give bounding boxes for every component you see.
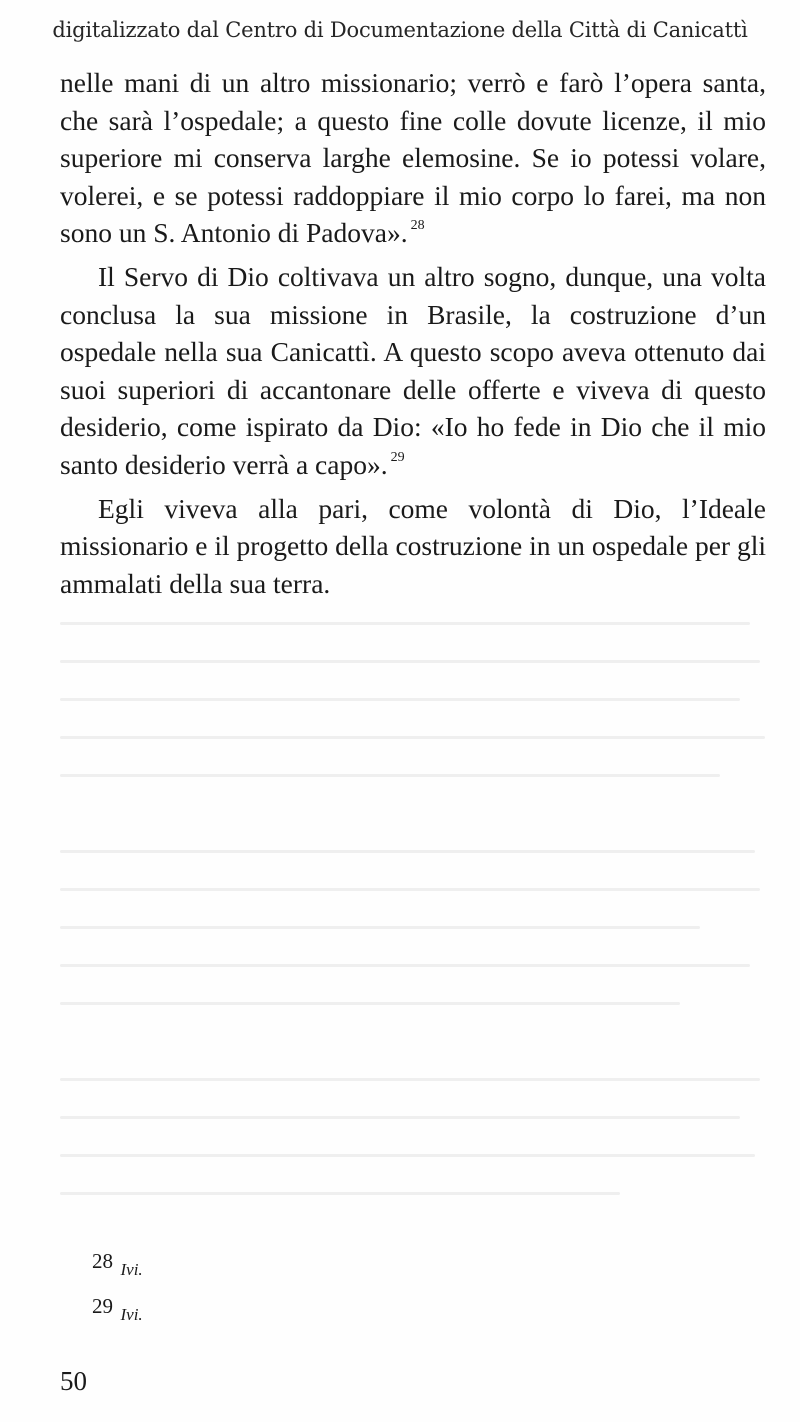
- footnote-29: [92, 1293, 692, 1338]
- footnotes: [92, 1248, 692, 1338]
- paragraph-2-text: Il Servo di Dio coltivava un altro sogno, dunque, una volta conclusa la sua missione in Brasile, la costruzione d’un ospedale nella sua Canicattì. A questo scopo aveva ottenuto dai suoi superiori di accantonare delle offerte e viveva di questo desiderio, come ispirato da Dio: «Io ho fede in Dio che il mio santo desiderio verrà a capo».: [60, 260, 766, 480]
- paragraph-3: [60, 490, 766, 603]
- footnote-ref-29: 29: [390, 449, 405, 465]
- paragraph-1: [60, 64, 766, 258]
- paragraph-2: [60, 258, 766, 490]
- footnote-ref-28: 28: [410, 218, 425, 234]
- paragraph-1-text: nelle mani di un altro missionario; verrò e farò l’opera santa, che sarà l’ospedale; a questo fine colle dovute licenze, il mio superiore mi conserva larghe elemosine. Se io potessi volare, volerei, e se potessi raddoppiare il mio corpo lo farei, ma non sono un S. Antonio di Padova».: [60, 67, 766, 249]
- digitization-header: digitalizzato dal Centro di Documentazione della Città di Canicattì: [52, 18, 748, 42]
- footnote-text: Ivi.: [120, 1260, 143, 1279]
- body-text: [60, 64, 766, 602]
- footnote-text: Ivi.: [120, 1305, 143, 1324]
- footnote-number: 29: [92, 1294, 113, 1318]
- page-number: 50: [60, 1366, 87, 1396]
- footnote-number: 28: [92, 1249, 113, 1273]
- footnote-28: [92, 1248, 692, 1293]
- paragraph-3-text: Egli viveva alla pari, come volontà di Dio, l’Ideale missionario e il progetto della costruzione in un ospedale per gli ammalati della sua terra.: [60, 492, 766, 599]
